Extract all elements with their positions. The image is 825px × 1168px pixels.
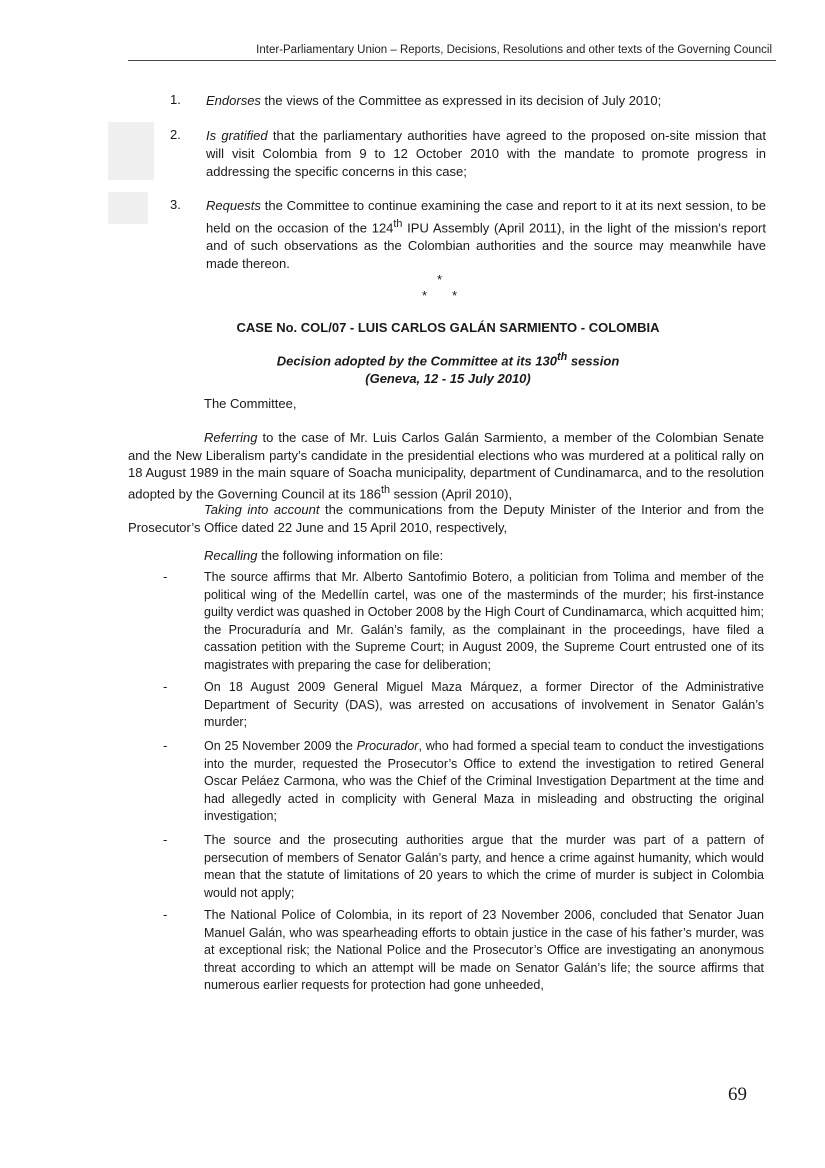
item-number: 2. — [170, 127, 181, 142]
case-title: CASE No. COL/07 - LUIS CARLOS GALÁN SARMIENTO - COLOMBIA — [236, 320, 660, 335]
decision-heading: Decision adopted by the Committee at its 130th session (Geneva, 12 - 15 July 2010) — [276, 351, 620, 387]
numbered-item — [170, 92, 766, 110]
separator-star: * — [437, 272, 443, 287]
numbered-item — [170, 197, 766, 273]
bullet-item: - On 25 November 2009 the Procurador, who had formed a special team to conduct the investigations into the murder, requested the Prosecutor’s Office to extend the investigation to retired General Oscar Peláez Carmona, who was the Chief of the Criminal Investigation Department at the time and had allegedly acted in complicity with General Maza in misleading and obstructing the original investigation; — [163, 738, 764, 823]
bullet-item: - The source and the prosecuting authorities argue that the murder was part of a pattern of persecution of members of Senator Galán’s party, and hence a crime against humanity, which would mean that the statute of limitations of 20 years to which the crime of murder is subject in Colombia would not apply; — [163, 832, 764, 900]
bullet-dash: - — [163, 679, 168, 694]
bullet-item: - The National Police of Colombia, in its report of 23 November 2006, concluded that Senator Juan Manuel Galán, who was spearheading efforts to obtain justice in the case of his father’s murder, was at exceptional risk; the National Police and the Prosecutor’s Office are investigating an anonymous threat according to which an attempt will be made on Senator Galán’s life; the source affirms that numerous earlier requests for protection had gone unheeded, — [163, 907, 764, 992]
recalling-line: Recalling the following information on file: — [204, 548, 444, 563]
referring-paragraph: Referring to the case of Mr. Luis Carlos Galán Sarmiento, a member of the Colombian Senate and the New Liberalism party’s candidate in the presidential elections who was murdered at a political rally on 18 August 1989 in the main square of Soacha municipality, department of Cundinamarca, and to the resolution adopted by the Governing Council at its 186th session (April 2010), — [128, 430, 764, 501]
taking-into-account-paragraph: Taking into account the communications from the Deputy Minister of the Interior and from the Prosecutor’s Office dated 22 June and 15 April 2010, respectively, — [128, 502, 764, 535]
committee-line: The Committee, — [204, 396, 297, 411]
item-text: Requests the Committee to continue examining the case and report to it at its next session, to be held on the occasion of the 124th IPU Assembly (April 2011), in the light of the mission's report and of such observations as the Colombian authorities and the source may meanwhile have made thereon. — [206, 198, 766, 272]
scan-artifact — [108, 192, 148, 224]
bullet-dash: - — [163, 738, 168, 753]
asterisk-separator — [400, 272, 480, 302]
scan-artifact — [108, 122, 154, 180]
numbered-item — [170, 127, 766, 181]
item-number: 3. — [170, 197, 181, 212]
item-text: Is gratified that the parliamentary authorities have agreed to the proposed on-site mission that will visit Colombia from 9 to 12 October 2010 with the mandate to promote progress in addressing the specific concerns in this case; — [206, 128, 766, 179]
item-text: Endorses the views of the Committee as expressed in its decision of July 2010; — [206, 93, 662, 108]
bullet-item: - The source affirms that Mr. Alberto Santofimio Botero, a politician from Tolima and member of the political wing of the Medellín cartel, was one of the masterminds of the murder; his first-instance guilty verdict was quashed in October 2008 by the High Court of Cundinamarca, which acquitted him; the Procuraduría and Mr. Galán’s family, as the complainant in the proceedings, have filed a cassation petition with the Supreme Court; in August 2009, the Supreme Court entrusted one of its magistrates with preparing the case for deliberation; — [163, 569, 764, 672]
separator-star: * — [422, 288, 428, 303]
bullet-item: - On 18 August 2009 General Miguel Maza Márquez, a former Director of the Administrative Department of Security (DAS), was arrested on accusations of involvement in Senator Galán’s murder; — [163, 679, 764, 729]
item-number: 1. — [170, 92, 181, 107]
header-rule — [128, 60, 776, 61]
separator-star: * — [452, 288, 458, 303]
bullet-dash: - — [163, 907, 168, 922]
page-number: 69 — [728, 1084, 747, 1105]
running-header: Inter-Parliamentary Union – Reports, Decisions, Resolutions and other texts of the Governing Council — [256, 44, 772, 56]
bullet-dash: - — [163, 569, 168, 584]
bullet-dash: - — [163, 832, 168, 847]
